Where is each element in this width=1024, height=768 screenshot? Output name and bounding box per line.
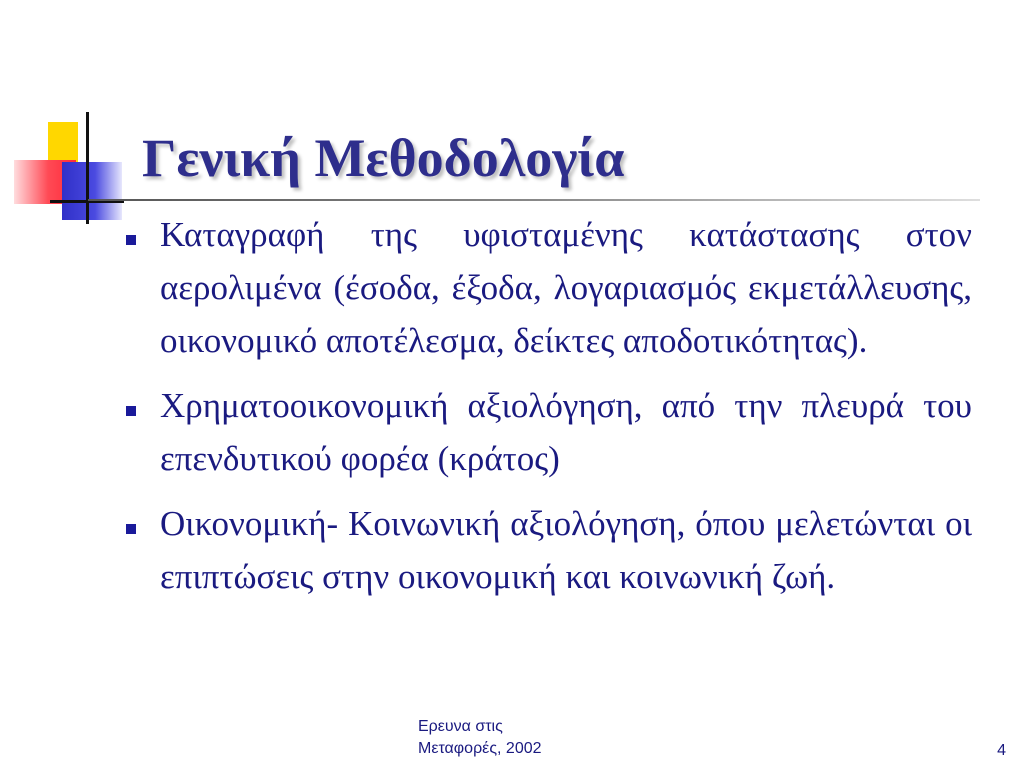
slide-title: Γενική Μεθοδολογία: [142, 128, 625, 188]
bullet-text: Οικονομική- Κοινωνική αξιολόγηση, όπου μελετώνται οι επιπτώσεις στην οικονομική και κοινωνική ζωή.: [160, 504, 972, 596]
square-bullet-icon: [126, 406, 136, 416]
bullet-text: Χρηματοοικονομική αξιολόγηση, από την πλευρά του επενδυτικού φορέα (κράτος): [160, 386, 972, 478]
blue-square-icon: [62, 162, 122, 220]
colored-squares-logo-icon: [0, 100, 140, 230]
bullet-item: [120, 208, 972, 367]
vertical-line-icon: [86, 112, 89, 224]
square-bullet-icon: [126, 235, 136, 245]
footer-line-2: Μεταφορές, 2002: [418, 740, 542, 757]
footer-line-1: Ερευνα στις: [418, 718, 503, 735]
bullet-text: Καταγραφή της υφισταμένης κατάστασης στον αερολιμένα (έσοδα, έξοδα, λογαριασμός εκμετάλλευσης, οικονομικό αποτέλεσμα, δείκτες αποδοτικότητας).: [160, 215, 972, 360]
yellow-square-icon: [48, 122, 78, 164]
bullet-item: [120, 379, 972, 485]
bullet-item: [120, 497, 972, 603]
title-divider: [88, 199, 980, 201]
bullet-list: [120, 208, 972, 615]
footer-text: [418, 716, 542, 760]
page-number: 4: [997, 742, 1006, 759]
square-bullet-icon: [126, 524, 136, 534]
